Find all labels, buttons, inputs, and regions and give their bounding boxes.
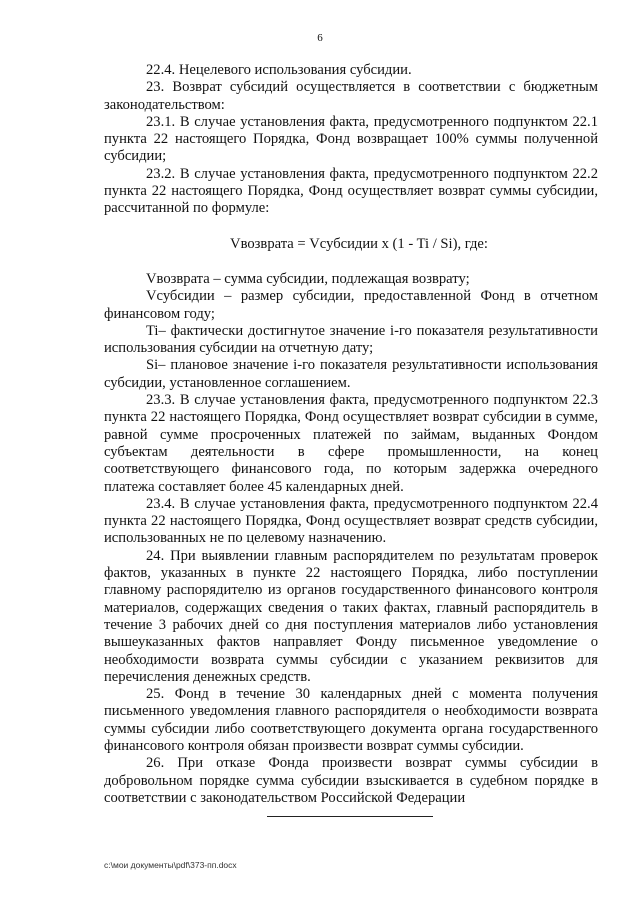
paragraph-23-4: 23.4. В случае установления факта, предусмотренного подпунктом 22.4 пункта 22 настоящего Порядка, Фонд осуществляет возврат средств субсидии, использованных не по целевому назначению. xyxy=(104,495,598,547)
definition-ti: Ti– фактически достигнутое значение i-го показателя результативности использования субсидии на отчетную дату; xyxy=(104,322,598,357)
paragraph-24: 24. При выявлении главным распорядителем по результатам проверок фактов, указанных в пункте 22 настоящего Порядка, либо поступлении главному распорядителю из органов государственного финансового контроля материалов, содержащих сведения о таких фактах, главный распорядитель в течение 3 рабочих дней со дня поступления материалов либо установления вышеуказанных фактов направляет Фонду письменное уведомление о необходимости возврата суммы субсидии с указанием реквизитов для перечисления денежных средств. xyxy=(104,547,598,685)
paragraph-23-2: 23.2. В случае установления факта, предусмотренного подпунктом 22.2 пункта 22 настоящего Порядка, Фонд осуществляет возврат суммы субсидии, рассчитанной по формуле: xyxy=(104,165,598,217)
paragraph-25: 25. Фонд в течение 30 календарных дней с момента получения письменного уведомления главного распорядителя о необходимости возврата суммы субсидии либо соответствующего документа органа государственного финансового контроля обязан произвести возврат суммы субсидии. xyxy=(104,686,598,754)
paragraph-23: 23. Возврат субсидий осуществляется в соответствии с бюджетным законодательством: xyxy=(104,79,598,113)
paragraph-26: 26. При отказе Фонда произвести возврат суммы субсидии в добровольном порядке сумма субсидии взыскивается в судебном порядке в соответствии с законодательством Российской Федерации xyxy=(104,755,598,806)
definition-v-return: Vвозврата – сумма субсидии, подлежащая возврату; xyxy=(146,270,470,287)
paragraph-23-3: 23.3. В случае установления факта, предусмотренного подпунктом 22.3 пункта 22 настоящего Порядка, Фонд осуществляет возврат субсидии в сумме, равной сумме просроченных платежей по займам, выданных Фондом субъектам деятельности в сфере промышленности, на конец соответствующего финансового года, по которым задержка очередного платежа составляет более 45 календарных дней. xyxy=(104,392,598,495)
definition-v-subsidy: Vсубсидии – размер субсидии, предоставленной Фонд в отчетном финансовом году; xyxy=(104,288,598,322)
document-body xyxy=(104,62,598,817)
end-separator-line xyxy=(267,816,433,817)
definition-si: Si– плановое значение i-го показателя результативности использования субсидии, установленное соглашением. xyxy=(104,357,598,391)
paragraph-23-1: 23.1. В случае установления факта, предусмотренного подпунктом 22.1 пункта 22 настоящего Порядка, Фонд возвращает 100% суммы полученной субсидии; xyxy=(104,113,598,165)
paragraph-22-4: 22.4. Нецелевого использования субсидии. xyxy=(146,62,412,78)
formula: Vвозврата = Vсубсидии x (1 - Ti / Si), где: xyxy=(230,235,488,252)
page-number: 6 xyxy=(317,32,323,44)
footer-file-path: c:\мои документы\pdf\373-пп.docx xyxy=(104,860,237,870)
